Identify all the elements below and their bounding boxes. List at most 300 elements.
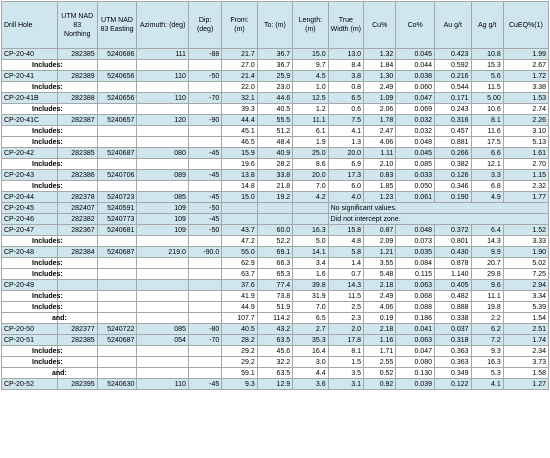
header-cu: Cu% <box>364 2 396 49</box>
cell-azimuth: 110 <box>137 93 189 104</box>
cell-to: 114.2 <box>257 313 292 324</box>
header-row <box>2 2 549 49</box>
cell-length: 8.6 <box>293 159 328 170</box>
row-label: Includes: <box>2 236 58 247</box>
cell-cu: 1.30 <box>364 71 396 82</box>
cell-co: 0.063 <box>396 280 435 291</box>
cell-length: 25.0 <box>293 148 328 159</box>
cell-length: 16.4 <box>293 346 328 357</box>
result-note: No significant values. <box>328 203 548 214</box>
cell-cu: 2.49 <box>364 82 396 93</box>
cell-dip <box>188 159 221 170</box>
cell-northing <box>57 181 97 192</box>
cell-azimuth <box>137 346 189 357</box>
cell-ag: 3.3 <box>471 170 503 181</box>
cell-from: 40.5 <box>222 324 257 335</box>
row-label: Includes: <box>2 291 58 302</box>
cell-length: 9.7 <box>293 60 328 71</box>
cell-true-width: 5.8 <box>328 247 363 258</box>
cell-length: 20.0 <box>293 170 328 181</box>
cell-northing <box>57 104 97 115</box>
row-label: Includes: <box>2 302 58 313</box>
cell-northing: 282388 <box>57 93 97 104</box>
cell-length: 6.5 <box>293 313 328 324</box>
cell-to <box>257 203 292 214</box>
cell-easting: 5240773 <box>97 214 137 225</box>
drill-hole-row <box>2 170 549 181</box>
cell-au: 0.372 <box>435 225 472 236</box>
includes-row <box>2 181 549 192</box>
cell-ag: 17.5 <box>471 137 503 148</box>
cell-true-width: 6.5 <box>328 93 363 104</box>
cell-au: 0.266 <box>435 148 472 159</box>
cell-from: 29.2 <box>222 357 257 368</box>
cell-easting: 5240630 <box>97 379 137 390</box>
cell-dip: -45 <box>188 214 221 225</box>
drill-hole-row <box>2 148 549 159</box>
cell-azimuth: 109 <box>137 214 189 225</box>
cell-length: 16.3 <box>293 225 328 236</box>
cell-to: 51.2 <box>257 126 292 137</box>
cell-to: 55.5 <box>257 115 292 126</box>
cell-length: 1.2 <box>293 104 328 115</box>
cell-northing: 282385 <box>57 49 97 60</box>
header-co: Co% <box>396 2 435 49</box>
cell-to: 66.3 <box>257 258 292 269</box>
cell-cueq: 1.15 <box>503 170 548 181</box>
row-label: Includes: <box>2 159 58 170</box>
cell-length: 11.1 <box>293 115 328 126</box>
cell-northing: 282395 <box>57 379 97 390</box>
table-header <box>2 2 549 49</box>
cell-true-width: 17.3 <box>328 170 363 181</box>
cell-easting: 5240656 <box>97 71 137 82</box>
includes-row <box>2 302 549 313</box>
drill-hole-row <box>2 115 549 126</box>
includes-row <box>2 159 549 170</box>
cell-ag: 12.1 <box>471 159 503 170</box>
drill-hole-row <box>2 379 549 390</box>
cell-to: 36.7 <box>257 60 292 71</box>
cell-cueq: 2.51 <box>503 324 548 335</box>
cell-co: 0.045 <box>396 49 435 60</box>
cell-ag: 7.2 <box>471 335 503 346</box>
cell-cu: 1.21 <box>364 247 396 258</box>
cell-from: 47.2 <box>222 236 257 247</box>
cell-dip: -45 <box>188 192 221 203</box>
cell-easting: 5240656 <box>97 93 137 104</box>
cell-from: 44.4 <box>222 115 257 126</box>
cell-length: 4.5 <box>293 71 328 82</box>
cell-from: 39.3 <box>222 104 257 115</box>
cell-dip: -70 <box>188 335 221 346</box>
cell-cueq: 5.39 <box>503 302 548 313</box>
cell-ag: 4.9 <box>471 192 503 203</box>
cell-to: 52.2 <box>257 236 292 247</box>
cell-azimuth: 085 <box>137 192 189 203</box>
cell-co: 0.048 <box>396 137 435 148</box>
drill-hole-row <box>2 247 549 258</box>
cell-true-width: 8.1 <box>328 346 363 357</box>
cell-dip: -70 <box>188 93 221 104</box>
and-row <box>2 368 549 379</box>
row-label: CP-20-44 <box>2 192 58 203</box>
cell-cu: 4.06 <box>364 302 396 313</box>
cell-easting <box>97 137 137 148</box>
cell-azimuth <box>137 104 189 115</box>
and-row <box>2 313 549 324</box>
cell-cu: 1.11 <box>364 148 396 159</box>
cell-dip <box>188 280 221 291</box>
cell-to <box>257 214 292 225</box>
cell-length <box>293 203 328 214</box>
cell-co: 0.115 <box>396 269 435 280</box>
cell-true-width: 3.8 <box>328 71 363 82</box>
cell-au: 0.363 <box>435 357 472 368</box>
cell-cu: 0.92 <box>364 379 396 390</box>
row-label: Includes: <box>2 104 58 115</box>
cell-co: 0.048 <box>396 225 435 236</box>
includes-row <box>2 258 549 269</box>
cell-length <box>293 214 328 225</box>
cell-cueq: 1.61 <box>503 148 548 159</box>
cell-to: 40.5 <box>257 104 292 115</box>
cell-northing: 282407 <box>57 203 97 214</box>
cell-cu: 0.19 <box>364 313 396 324</box>
cell-cu: 2.49 <box>364 291 396 302</box>
drill-hole-row <box>2 71 549 82</box>
cell-to: 43.2 <box>257 324 292 335</box>
cell-azimuth <box>137 357 189 368</box>
cell-azimuth <box>137 159 189 170</box>
cell-dip: -50 <box>188 203 221 214</box>
cell-from: 22.0 <box>222 82 257 93</box>
cell-au: 0.881 <box>435 137 472 148</box>
cell-co: 0.039 <box>396 379 435 390</box>
cell-au: 0.382 <box>435 159 472 170</box>
cell-length: 6.1 <box>293 126 328 137</box>
row-label: CP-20-48 <box>2 247 58 258</box>
cell-to: 21.8 <box>257 181 292 192</box>
cell-length: 1.6 <box>293 269 328 280</box>
cell-cueq: 3.38 <box>503 82 548 93</box>
cell-northing: 282387 <box>57 115 97 126</box>
cell-ag: 9.9 <box>471 247 503 258</box>
cell-length: 39.8 <box>293 280 328 291</box>
cell-au: 0.801 <box>435 236 472 247</box>
cell-au: 0.338 <box>435 313 472 324</box>
cell-easting: 5240722 <box>97 324 137 335</box>
cell-true-width: 0.8 <box>328 82 363 93</box>
row-label: and: <box>2 313 58 324</box>
cell-cueq: 2.94 <box>503 280 548 291</box>
cell-from: 107.7 <box>222 313 257 324</box>
cell-dip <box>188 60 221 71</box>
includes-row <box>2 60 549 71</box>
cell-length: 12.5 <box>293 93 328 104</box>
cell-from <box>222 214 257 225</box>
drill-hole-row <box>2 214 549 225</box>
cell-dip <box>188 181 221 192</box>
cell-au: 0.171 <box>435 93 472 104</box>
cell-northing: 282384 <box>57 247 97 258</box>
header-ag: Ag g/t <box>471 2 503 49</box>
result-note: Did not intercept zone. <box>328 214 548 225</box>
cell-co: 0.060 <box>396 82 435 93</box>
header-northing: UTM NAD 83 Northing <box>57 2 97 49</box>
cell-to: 48.4 <box>257 137 292 148</box>
cell-dip <box>188 368 221 379</box>
cell-azimuth: 109 <box>137 203 189 214</box>
header-drill-hole: Drill Hole <box>2 2 58 49</box>
includes-row <box>2 357 549 368</box>
cell-easting: 5240687 <box>97 148 137 159</box>
cell-cueq: 5.02 <box>503 258 548 269</box>
cell-from: 13.8 <box>222 170 257 181</box>
cell-cueq: 1.53 <box>503 93 548 104</box>
cell-easting <box>97 291 137 302</box>
row-label: CP-20-41 <box>2 71 58 82</box>
cell-to: 40.9 <box>257 148 292 159</box>
cell-dip <box>188 313 221 324</box>
cell-ag: 29.8 <box>471 269 503 280</box>
cell-cueq: 2.67 <box>503 60 548 71</box>
cell-dip <box>188 258 221 269</box>
cell-true-width: 13.0 <box>328 49 363 60</box>
cell-true-width: 1.4 <box>328 258 363 269</box>
includes-row <box>2 137 549 148</box>
cell-to: 28.2 <box>257 159 292 170</box>
cell-to: 63.5 <box>257 335 292 346</box>
row-label: CP-20-43 <box>2 170 58 181</box>
cell-cu: 0.87 <box>364 225 396 236</box>
cell-azimuth <box>137 269 189 280</box>
cell-easting <box>97 280 137 291</box>
cell-cueq: 3.73 <box>503 357 548 368</box>
row-label: CP-20-52 <box>2 379 58 390</box>
cell-ag: 20.7 <box>471 258 503 269</box>
cell-easting <box>97 302 137 313</box>
cell-cu: 1.23 <box>364 192 396 203</box>
cell-easting <box>97 82 137 93</box>
cell-true-width: 2.3 <box>328 313 363 324</box>
cell-co: 0.069 <box>396 104 435 115</box>
cell-northing: 282385 <box>57 335 97 346</box>
cell-au: 0.346 <box>435 181 472 192</box>
row-label: CP-20-51 <box>2 335 58 346</box>
cell-true-width: 6.9 <box>328 159 363 170</box>
cell-au: 0.430 <box>435 247 472 258</box>
cell-northing <box>57 269 97 280</box>
cell-length: 31.9 <box>293 291 328 302</box>
cell-azimuth <box>137 302 189 313</box>
cell-dip: -45 <box>188 148 221 159</box>
cell-cueq: 2.70 <box>503 159 548 170</box>
cell-ag: 4.1 <box>471 379 503 390</box>
cell-cu: 1.32 <box>364 49 396 60</box>
cell-from: 9.3 <box>222 379 257 390</box>
cell-to: 19.2 <box>257 192 292 203</box>
cell-easting: 5240657 <box>97 115 137 126</box>
cell-length: 2.7 <box>293 324 328 335</box>
cell-cu: 2.09 <box>364 236 396 247</box>
cell-easting <box>97 258 137 269</box>
cell-from: 14.8 <box>222 181 257 192</box>
drill-hole-row <box>2 192 549 203</box>
cell-azimuth: 080 <box>137 148 189 159</box>
cell-dip: -45 <box>188 170 221 181</box>
drill-hole-row <box>2 324 549 335</box>
cell-to: 12.9 <box>257 379 292 390</box>
cell-northing: 282382 <box>57 214 97 225</box>
cell-length: 1.0 <box>293 82 328 93</box>
header-easting: UTM NAD 83 Easting <box>97 2 137 49</box>
cell-length: 14.1 <box>293 247 328 258</box>
cell-au: 0.243 <box>435 104 472 115</box>
cell-true-width: 4.8 <box>328 236 363 247</box>
row-label: CP-20-49 <box>2 280 58 291</box>
cell-dip <box>188 346 221 357</box>
row-label: Includes: <box>2 137 58 148</box>
cell-cu: 0.52 <box>364 368 396 379</box>
cell-true-width: 17.8 <box>328 335 363 346</box>
cell-au: 0.423 <box>435 49 472 60</box>
cell-true-width: 8.4 <box>328 60 363 71</box>
cell-from: 19.6 <box>222 159 257 170</box>
cell-cueq: 1.27 <box>503 379 548 390</box>
row-label: CP-20-42 <box>2 148 58 159</box>
cell-true-width: 7.5 <box>328 115 363 126</box>
cell-to: 25.9 <box>257 71 292 82</box>
cell-northing <box>57 280 97 291</box>
cell-au: 0.126 <box>435 170 472 181</box>
cell-from: 59.1 <box>222 368 257 379</box>
cell-ag: 5.00 <box>471 93 503 104</box>
cell-from: 28.2 <box>222 335 257 346</box>
cell-co: 0.033 <box>396 170 435 181</box>
includes-row <box>2 126 549 137</box>
cell-from: 43.7 <box>222 225 257 236</box>
cell-dip: -50 <box>188 225 221 236</box>
cell-true-width: 0.7 <box>328 269 363 280</box>
cell-easting <box>97 181 137 192</box>
cell-dip <box>188 126 221 137</box>
cell-easting: 5240591 <box>97 203 137 214</box>
header-au: Au g/t <box>435 2 472 49</box>
cell-northing: 282377 <box>57 324 97 335</box>
row-label: CP-20-47 <box>2 225 58 236</box>
row-label: Includes: <box>2 82 58 93</box>
cell-azimuth <box>137 280 189 291</box>
cell-cueq: 1.90 <box>503 247 548 258</box>
includes-row <box>2 291 549 302</box>
cell-dip: -45 <box>188 379 221 390</box>
cell-co: 0.063 <box>396 335 435 346</box>
header-true-width: True Width (m) <box>328 2 363 49</box>
cell-cu: 1.16 <box>364 335 396 346</box>
cell-true-width: 15.8 <box>328 225 363 236</box>
cell-true-width: 3.1 <box>328 379 363 390</box>
header-cueq: CuEQ%(1) <box>503 2 548 49</box>
cell-from: 15.0 <box>222 192 257 203</box>
cell-cueq: 3.33 <box>503 236 548 247</box>
cell-easting <box>97 368 137 379</box>
cell-true-width: 3.5 <box>328 368 363 379</box>
cell-cueq: 2.34 <box>503 346 548 357</box>
cell-to: 33.8 <box>257 170 292 181</box>
drill-hole-row <box>2 93 549 104</box>
cell-azimuth: 219.0 <box>137 247 189 258</box>
cell-co: 0.035 <box>396 247 435 258</box>
cell-from: 45.1 <box>222 126 257 137</box>
cell-dip: -80 <box>188 324 221 335</box>
cell-ag: 5.3 <box>471 368 503 379</box>
cell-easting <box>97 60 137 71</box>
row-label: CP-20-46 <box>2 214 58 225</box>
cell-true-width: 14.3 <box>328 280 363 291</box>
cell-co: 0.032 <box>396 126 435 137</box>
cell-au: 0.190 <box>435 192 472 203</box>
cell-true-width: 0.6 <box>328 104 363 115</box>
cell-cu: 2.10 <box>364 159 396 170</box>
cell-azimuth <box>137 137 189 148</box>
cell-northing <box>57 346 97 357</box>
cell-from: 37.6 <box>222 280 257 291</box>
cell-cu: 1.78 <box>364 115 396 126</box>
cell-easting <box>97 104 137 115</box>
cell-co: 0.047 <box>396 346 435 357</box>
header-azimuth: Azimuth: (deg) <box>137 2 189 49</box>
cell-co: 0.032 <box>396 115 435 126</box>
cell-from: 63.7 <box>222 269 257 280</box>
cell-cu: 2.55 <box>364 357 396 368</box>
cell-to: 60.0 <box>257 225 292 236</box>
cell-co: 0.044 <box>396 60 435 71</box>
cell-from: 29.2 <box>222 346 257 357</box>
cell-easting: 5240723 <box>97 192 137 203</box>
cell-true-width: 6.0 <box>328 181 363 192</box>
row-label: Includes: <box>2 60 58 71</box>
cell-true-width: 1.3 <box>328 137 363 148</box>
cell-azimuth: 054 <box>137 335 189 346</box>
cell-northing <box>57 291 97 302</box>
cell-ag: 6.4 <box>471 225 503 236</box>
cell-easting: 5240686 <box>97 49 137 60</box>
cell-from: 21.4 <box>222 71 257 82</box>
cell-northing <box>57 126 97 137</box>
cell-azimuth: 120 <box>137 115 189 126</box>
cell-length: 4.4 <box>293 368 328 379</box>
cell-length: 5.0 <box>293 236 328 247</box>
cell-northing <box>57 236 97 247</box>
cell-to: 44.6 <box>257 93 292 104</box>
includes-row <box>2 236 549 247</box>
drill-hole-row <box>2 225 549 236</box>
drill-hole-row <box>2 280 549 291</box>
header-from: From: (m) <box>222 2 257 49</box>
cell-au: 0.888 <box>435 302 472 313</box>
cell-true-width: 2.0 <box>328 324 363 335</box>
cell-easting <box>97 313 137 324</box>
cell-easting: 5240706 <box>97 170 137 181</box>
cell-co: 0.061 <box>396 192 435 203</box>
cell-cu: 1.71 <box>364 346 396 357</box>
cell-cueq: 1.58 <box>503 368 548 379</box>
cell-co: 0.041 <box>396 324 435 335</box>
cell-length: 1.9 <box>293 137 328 148</box>
cell-cueq: 1.52 <box>503 225 548 236</box>
cell-ag: 10.8 <box>471 49 503 60</box>
